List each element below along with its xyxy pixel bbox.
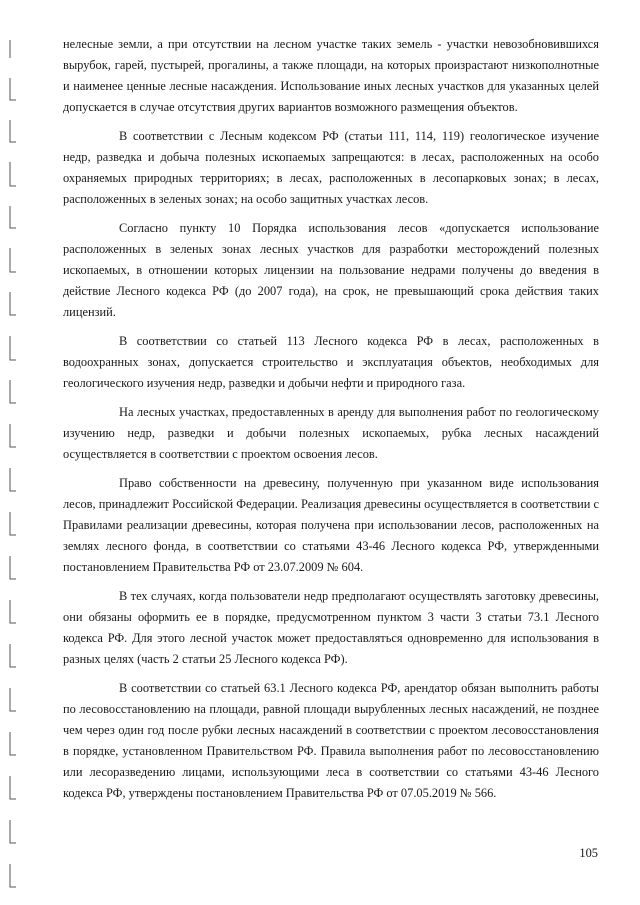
margin-mark [10,512,16,535]
paragraph-4: В соответствии со статьей 113 Лесного кодекса РФ в лесах, расположенных в водоохранных зонах, допускается строительство и эксплуатация объектов, необходимых для геологического изучения недр, разведки и добычи нефти и природного газа. [63,334,599,390]
margin-mark [10,644,16,667]
margin-mark [10,776,16,799]
body-text [63,34,599,804]
paragraph-2: В соответствии с Лесным кодексом РФ (статьи 111, 114, 119) геологическое изучение недр, разведка и добыча полезных ископаемых запрещаются: в лесах, расположенных на особо охраняемых природных территориях; в лесах, расположенных в лесопарковых зонах; в лесах, расположенных в зеленых зонах; на особо защитных участках лесов. [63,129,599,206]
margin-mark [10,206,16,228]
margin-mark [10,78,16,100]
margin-mark [10,820,16,843]
margin-mark [10,864,16,887]
margin-mark [10,688,16,711]
paragraph-1: нелесные земли, а при отсутствии на лесном участке таких земель - участки невозобновившихся вырубок, гарей, пустырей, прогалины, а также площади, на которых произрастают низкополнотные и наименее ценные лесные насаждения. Использование иных лесных участков для указанных целей допускается в случае отсутствия других вариантов возможного размещения объектов. [63,37,599,114]
margin-mark [10,120,16,142]
margin-mark [10,732,16,755]
paragraph-8: В соответствии со статьей 63.1 Лесного кодекса РФ, арендатор обязан выполнить работы по лесовосстановлению на площади, равной площади вырубленных лесных насаждений, не позднее чем через один год после рубки лесных насаждений в соответствии с проектом лесовосстановления в порядке, установленном Правительством РФ. Правила выполнения работ по лесовосстановлению или лесоразведению лицами, использующими леса в соответствии со статьями 43-46 Лесного кодекса РФ, утверждены постановлением Правительства РФ от 07.05.2019 № 566. [63,681,599,800]
binding-margin-marks [0,0,40,905]
margin-mark [10,248,16,272]
margin-mark [10,336,16,360]
margin-mark [10,380,16,403]
paragraph-5: На лесных участках, предоставленных в аренду для выполнения работ по геологическому изучению недр, разведки и добычи полезных ископаемых, рубка лесных насаждений осуществляется в соответствии с проектом освоения лесов. [63,405,599,461]
margin-mark [10,600,16,623]
paragraph-6: Право собственности на древесину, полученную при указанном виде использования лесов, принадлежит Российской Федерации. Реализация древесины осуществляется в соответствии с Правилами реализации древесины, которая получена при использовании лесов, расположенных на землях лесного фонда, в соответствии со статьями 43-46 Лесного кодекса РФ, утвержденными постановлением Правительства РФ от 23.07.2009 № 604. [63,476,599,574]
margin-mark [10,468,16,491]
margin-mark [10,424,16,447]
margin-mark [10,556,16,579]
page-number: 105 [579,846,598,860]
margin-mark [10,292,16,315]
paragraph-3: Согласно пункту 10 Порядка использования лесов «допускается использование расположенных в зеленых зонах лесных участков для разработки месторождений полезных ископаемых, в отношении которых лицензии на пользование недрами получены до введения в действие Лесного кодекса РФ (до 2007 года), на срок, не превышающий срока действия таких лицензий. [63,221,599,319]
margin-mark [10,162,16,186]
paragraph-7: В тех случаях, когда пользователи недр предполагают осуществлять заготовку древесины, они обязаны оформить ее в порядке, предусмотренном пунктом 3 части 3 статьи 73.1 Лесного кодекса РФ. Для этого лесной участок может предоставляться одновременно для использования в разных целях (часть 2 статьи 25 Лесного кодекса РФ). [63,589,599,666]
